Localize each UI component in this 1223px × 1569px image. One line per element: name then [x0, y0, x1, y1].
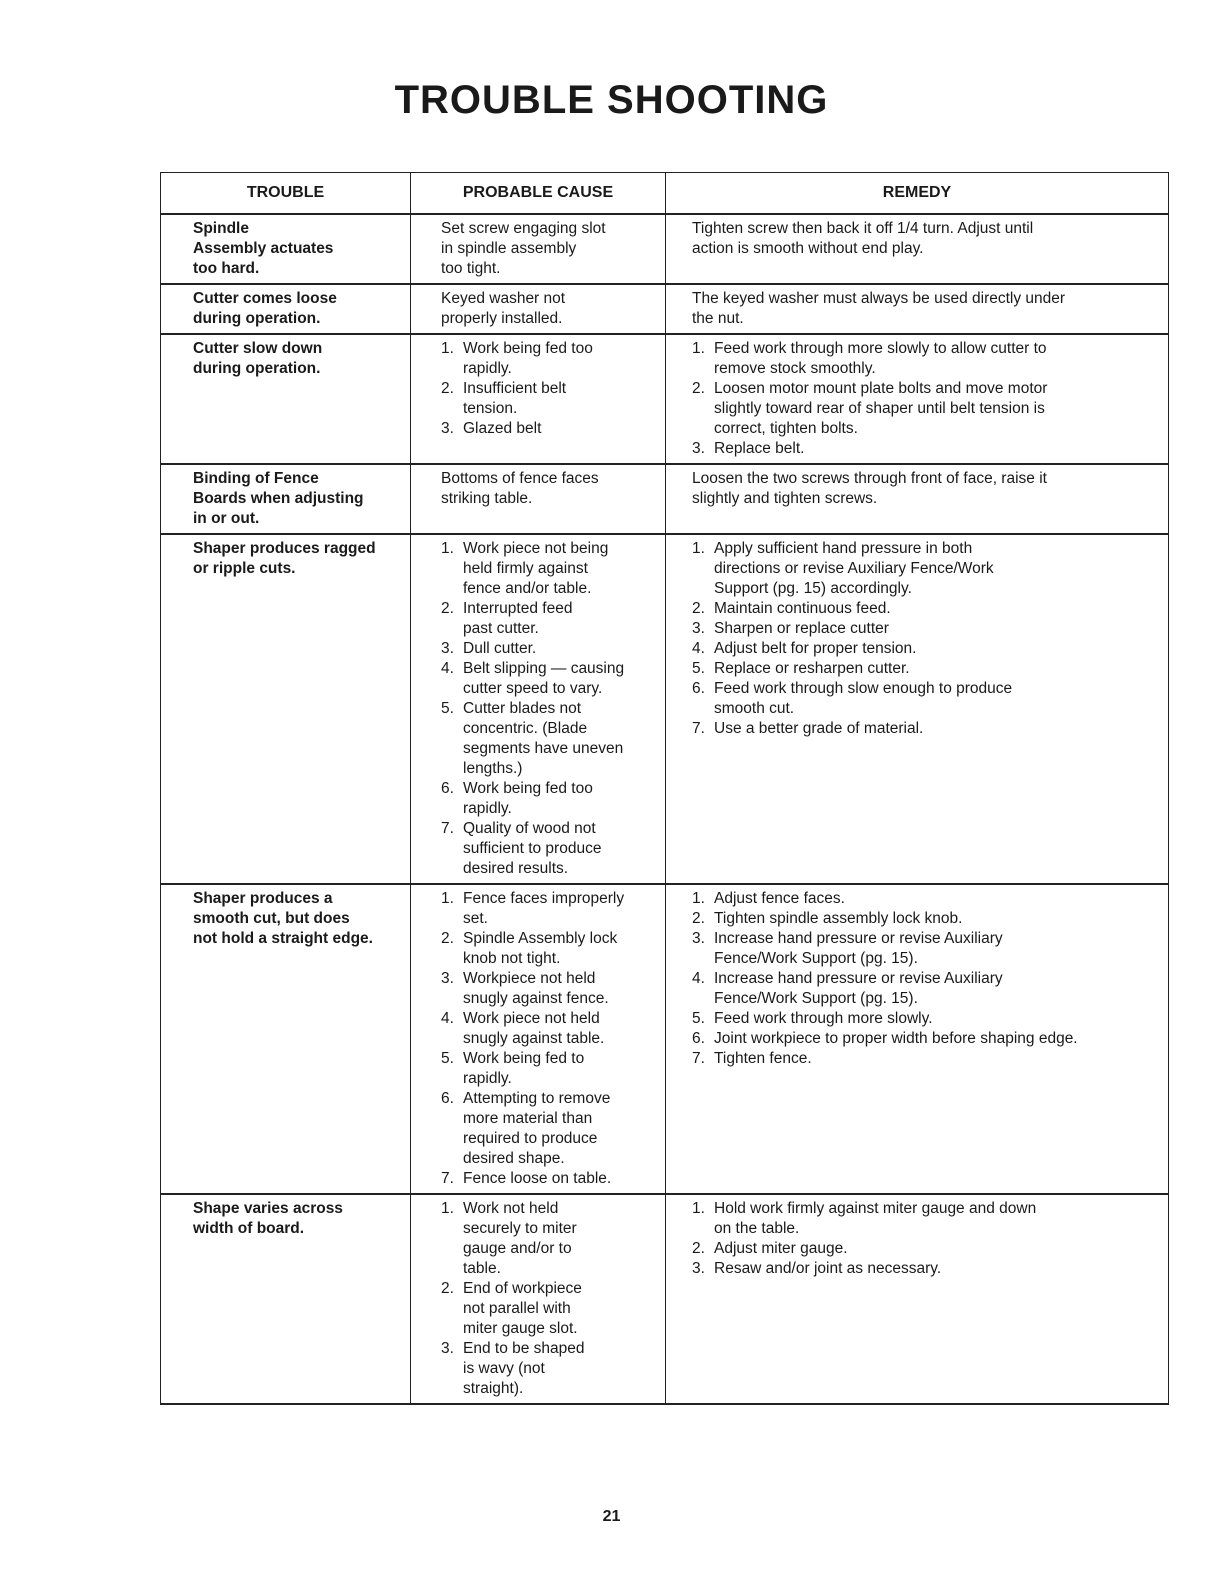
- list-item: [692, 679, 1158, 719]
- list-item-line: rapidly.: [463, 1070, 512, 1087]
- list-item: [441, 419, 655, 439]
- list-item-text: [714, 639, 1156, 659]
- list-item: [692, 719, 1158, 739]
- trouble-cell: [161, 464, 411, 534]
- list-item: [692, 439, 1158, 459]
- list-item-text: [714, 1199, 1156, 1239]
- cell-line: smooth cut, but does: [193, 910, 350, 927]
- numbered-list: [692, 539, 1158, 739]
- list-item-number: 2.: [692, 1240, 705, 1257]
- list-item-text: [463, 639, 653, 659]
- list-item-number: 7.: [441, 1170, 454, 1187]
- column-header-remedy: REMEDY: [666, 173, 1169, 215]
- cell-line: Boards when adjusting: [193, 490, 364, 507]
- probable-cause-cell: [411, 284, 666, 334]
- list-item-text: [463, 539, 653, 599]
- table-row: [161, 464, 1169, 534]
- probable-cause-cell: [411, 1194, 666, 1404]
- trouble-cell: [161, 284, 411, 334]
- list-item-number: 7.: [692, 720, 705, 737]
- list-item-line: not parallel with: [463, 1300, 571, 1317]
- list-item-line: Replace belt.: [714, 440, 805, 457]
- table-header-row: [161, 173, 1169, 215]
- table-row: [161, 1194, 1169, 1404]
- list-item-line: desired results.: [463, 860, 569, 877]
- list-item: [692, 1199, 1158, 1239]
- list-item-line: Work piece not held: [463, 1010, 600, 1027]
- list-item-line: Resaw and/or joint as necessary.: [714, 1260, 942, 1277]
- list-item-number: 3.: [692, 930, 705, 947]
- list-item-number: 1.: [441, 1200, 454, 1217]
- list-item-number: 3.: [441, 1340, 454, 1357]
- cell-line: too hard.: [193, 260, 260, 277]
- trouble-cell: [161, 1194, 411, 1404]
- list-item-line: is wavy (not: [463, 1360, 545, 1377]
- list-item-number: 5.: [441, 700, 454, 717]
- list-item-number: 2.: [441, 930, 454, 947]
- list-item: [692, 639, 1158, 659]
- list-item-line: securely to miter: [463, 1220, 577, 1237]
- list-item-line: End to be shaped: [463, 1340, 585, 1357]
- list-item-number: 6.: [441, 1090, 454, 1107]
- list-item: [692, 969, 1158, 1009]
- list-item-line: Hold work firmly against miter gauge and down: [714, 1200, 1037, 1217]
- list-item-line: End of workpiece: [463, 1280, 582, 1297]
- list-item-line: Spindle Assembly lock: [463, 930, 618, 947]
- table-row: [161, 884, 1169, 1194]
- list-item-line: Feed work through slow enough to produce: [714, 680, 1013, 697]
- list-item-text: [714, 1239, 1156, 1259]
- list-item-text: [714, 439, 1156, 459]
- list-item: [441, 1339, 655, 1399]
- list-item: [692, 1259, 1158, 1279]
- list-item-text: [714, 1029, 1156, 1049]
- list-item-line: Support (pg. 15) accordingly.: [714, 580, 912, 597]
- list-item-number: 5.: [692, 1010, 705, 1027]
- list-item-line: knob not tight.: [463, 950, 561, 967]
- list-item-number: 2.: [441, 1280, 454, 1297]
- list-item-line: Fence faces improperly: [463, 890, 625, 907]
- remedy-cell: [666, 284, 1169, 334]
- cell-line: slightly and tighten screws.: [692, 490, 878, 507]
- list-item: [692, 339, 1158, 379]
- table-row: [161, 534, 1169, 884]
- list-item: [441, 819, 655, 879]
- page-title: TROUBLE SHOOTING: [394, 78, 829, 122]
- list-item-number: 1.: [692, 340, 705, 357]
- list-item-line: Quality of wood not: [463, 820, 596, 837]
- remedy-cell: [666, 1194, 1169, 1404]
- probable-cause-cell: [411, 464, 666, 534]
- cell-line: in or out.: [193, 510, 260, 527]
- list-item-number: 3.: [692, 1260, 705, 1277]
- list-item-line: Loosen motor mount plate bolts and move motor: [714, 380, 1048, 397]
- cell-line: the nut.: [692, 310, 744, 327]
- list-item-line: past cutter.: [463, 620, 539, 637]
- list-item-number: 1.: [692, 1200, 705, 1217]
- remedy-cell: [666, 464, 1169, 534]
- list-item-number: 2.: [692, 600, 705, 617]
- list-item: [441, 929, 655, 969]
- list-item: [441, 1009, 655, 1049]
- list-item: [441, 1199, 655, 1279]
- list-item-text: [463, 779, 653, 819]
- list-item-line: Workpiece not held: [463, 970, 596, 987]
- list-item-text: [714, 679, 1156, 719]
- list-item-line: Fence loose on table.: [463, 1170, 612, 1187]
- list-item: [692, 1049, 1158, 1069]
- list-item-text: [714, 969, 1156, 1009]
- list-item: [441, 539, 655, 599]
- list-item-text: [463, 419, 653, 439]
- list-item-number: 6.: [441, 780, 454, 797]
- numbered-list: [441, 1199, 655, 1399]
- list-item-text: [463, 1049, 653, 1089]
- list-item-number: 7.: [692, 1050, 705, 1067]
- list-item: [692, 599, 1158, 619]
- list-item-line: Attempting to remove: [463, 1090, 611, 1107]
- list-item-line: slightly toward rear of shaper until belt tension is: [714, 400, 1045, 417]
- list-item-line: Belt slipping — causing: [463, 660, 625, 677]
- list-item-line: Glazed belt: [463, 420, 542, 437]
- list-item-text: [714, 909, 1156, 929]
- numbered-list: [692, 339, 1158, 459]
- trouble-cell: [161, 334, 411, 464]
- list-item-number: 2.: [692, 910, 705, 927]
- list-item-text: [463, 1199, 653, 1279]
- list-item-text: [463, 969, 653, 1009]
- trouble-cell: [161, 214, 411, 284]
- list-item-line: cutter speed to vary.: [463, 680, 603, 697]
- list-item-line: Dull cutter.: [463, 640, 537, 657]
- list-item-line: directions or revise Auxiliary Fence/Work: [714, 560, 994, 577]
- numbered-list: [692, 889, 1158, 1069]
- list-item: [441, 779, 655, 819]
- list-item-line: Joint workpiece to proper width before shaping edge.: [714, 1030, 1078, 1047]
- list-item: [441, 969, 655, 1009]
- list-item: [692, 929, 1158, 969]
- list-item-line: Increase hand pressure or revise Auxiliary: [714, 970, 1003, 987]
- list-item-line: concentric. (Blade: [463, 720, 588, 737]
- list-item-number: 7.: [441, 820, 454, 837]
- page-number: 21: [602, 1508, 621, 1525]
- trouble-cell: [161, 884, 411, 1194]
- list-item-text: [714, 619, 1156, 639]
- list-item-number: 4.: [441, 1010, 454, 1027]
- table-row: [161, 284, 1169, 334]
- cell-line: Loosen the two screws through front of face, raise it: [692, 470, 1047, 487]
- cell-line: Binding of Fence: [193, 470, 319, 487]
- list-item-line: Interrupted feed: [463, 600, 573, 617]
- cell-line: not hold a straight edge.: [193, 930, 373, 947]
- list-item-number: 3.: [692, 440, 705, 457]
- list-item-line: remove stock smoothly.: [714, 360, 876, 377]
- list-item-line: on the table.: [714, 1220, 800, 1237]
- list-item: [692, 1009, 1158, 1029]
- list-item-number: 3.: [441, 970, 454, 987]
- list-item-number: 4.: [692, 640, 705, 657]
- list-item-line: required to produce: [463, 1130, 598, 1147]
- list-item-line: Fence/Work Support (pg. 15).: [714, 950, 918, 967]
- remedy-cell: [666, 214, 1169, 284]
- list-item: [441, 599, 655, 639]
- list-item-line: Work piece not being: [463, 540, 609, 557]
- list-item-text: [463, 819, 653, 879]
- list-item-line: Adjust miter gauge.: [714, 1240, 848, 1257]
- list-item-text: [463, 659, 653, 699]
- numbered-list: [441, 889, 655, 1189]
- list-item-number: 5.: [441, 1050, 454, 1067]
- cell-line: Cutter slow down: [193, 340, 323, 357]
- cell-line: Assembly actuates: [193, 240, 334, 257]
- remedy-cell: [666, 884, 1169, 1194]
- list-item-line: rapidly.: [463, 800, 512, 817]
- list-item-text: [714, 539, 1156, 599]
- probable-cause-cell: [411, 214, 666, 284]
- cell-line: Shape varies across: [193, 1200, 343, 1217]
- list-item-text: [463, 699, 653, 779]
- list-item-text: [463, 1089, 653, 1169]
- cell-line: Shaper produces a: [193, 890, 333, 907]
- list-item-line: table.: [463, 1260, 501, 1277]
- list-item-number: 2.: [441, 600, 454, 617]
- cell-line: or ripple cuts.: [193, 560, 296, 577]
- list-item: [692, 1029, 1158, 1049]
- cell-line: properly installed.: [441, 310, 563, 327]
- list-item-number: 3.: [692, 620, 705, 637]
- list-item-line: snugly against fence.: [463, 990, 609, 1007]
- cell-line: Spindle: [193, 220, 249, 237]
- list-item-line: segments have uneven: [463, 740, 624, 757]
- list-item-text: [714, 339, 1156, 379]
- list-item-line: desired shape.: [463, 1150, 565, 1167]
- cell-line: width of board.: [193, 1220, 305, 1237]
- cell-line: striking table.: [441, 490, 533, 507]
- list-item: [441, 639, 655, 659]
- list-item: [692, 1239, 1158, 1259]
- list-item-line: smooth cut.: [714, 700, 795, 717]
- table-row: [161, 334, 1169, 464]
- list-item-line: lengths.): [463, 760, 523, 777]
- list-item-text: [714, 599, 1156, 619]
- list-item-line: Adjust fence faces.: [714, 890, 845, 907]
- list-item-line: Work being fed to: [463, 1050, 585, 1067]
- list-item-text: [463, 929, 653, 969]
- list-item-line: Work being fed too: [463, 780, 593, 797]
- list-item-text: [714, 379, 1156, 439]
- list-item-line: straight).: [463, 1380, 524, 1397]
- list-item-text: [463, 1169, 653, 1189]
- list-item: [441, 1049, 655, 1089]
- list-item-text: [714, 1009, 1156, 1029]
- list-item-text: [463, 1339, 653, 1399]
- list-item-text: [463, 1279, 653, 1339]
- remedy-cell: [666, 534, 1169, 884]
- cell-line: during operation.: [193, 360, 321, 377]
- list-item: [692, 659, 1158, 679]
- cell-line: Keyed washer not: [441, 290, 566, 307]
- list-item-number: 3.: [441, 640, 454, 657]
- trouble-cell: [161, 534, 411, 884]
- cell-line: Cutter comes loose: [193, 290, 337, 307]
- list-item-number: 1.: [441, 540, 454, 557]
- cell-line: too tight.: [441, 260, 501, 277]
- numbered-list: [441, 539, 655, 879]
- list-item-text: [714, 929, 1156, 969]
- list-item: [441, 339, 655, 379]
- list-item-number: 4.: [692, 970, 705, 987]
- cell-line: during operation.: [193, 310, 321, 327]
- list-item: [441, 699, 655, 779]
- cell-line: Bottoms of fence faces: [441, 470, 599, 487]
- list-item: [692, 909, 1158, 929]
- list-item-text: [463, 889, 653, 929]
- probable-cause-cell: [411, 884, 666, 1194]
- list-item-line: Replace or resharpen cutter.: [714, 660, 910, 677]
- list-item-line: Tighten spindle assembly lock knob.: [714, 910, 963, 927]
- list-item-line: Work being fed too: [463, 340, 593, 357]
- probable-cause-cell: [411, 334, 666, 464]
- table-body: [161, 214, 1169, 1404]
- list-item: [692, 619, 1158, 639]
- remedy-cell: [666, 334, 1169, 464]
- list-item-line: held firmly against: [463, 560, 588, 577]
- list-item-line: Insufficient belt: [463, 380, 567, 397]
- list-item-line: Tighten fence.: [714, 1050, 812, 1067]
- list-item-text: [463, 599, 653, 639]
- list-item-line: Increase hand pressure or revise Auxiliary: [714, 930, 1003, 947]
- list-item-number: 4.: [441, 660, 454, 677]
- troubleshooting-table: [160, 172, 1169, 1405]
- cell-line: in spindle assembly: [441, 240, 577, 257]
- list-item-line: Apply sufficient hand pressure in both: [714, 540, 973, 557]
- list-item: [441, 1169, 655, 1189]
- list-item-number: 6.: [692, 1030, 705, 1047]
- list-item-text: [463, 339, 653, 379]
- list-item-number: 1.: [441, 890, 454, 907]
- list-item-line: Feed work through more slowly.: [714, 1010, 933, 1027]
- list-item-number: 6.: [692, 680, 705, 697]
- list-item: [692, 539, 1158, 599]
- cell-line: Set screw engaging slot: [441, 220, 606, 237]
- list-item-line: Cutter blades not: [463, 700, 582, 717]
- list-item-text: [463, 379, 653, 419]
- list-item: [441, 659, 655, 699]
- list-item-text: [714, 1049, 1156, 1069]
- list-item-line: Fence/Work Support (pg. 15).: [714, 990, 918, 1007]
- cell-line: The keyed washer must always be used directly under: [692, 290, 1066, 307]
- list-item-number: 5.: [692, 660, 705, 677]
- list-item-line: tension.: [463, 400, 518, 417]
- cell-line: Tighten screw then back it off 1/4 turn. Adjust until: [692, 220, 1034, 237]
- list-item-line: Adjust belt for proper tension.: [714, 640, 917, 657]
- column-header-trouble: TROUBLE: [161, 173, 411, 215]
- list-item-line: snugly against table.: [463, 1030, 605, 1047]
- list-item: [441, 1279, 655, 1339]
- list-item-number: 1.: [692, 540, 705, 557]
- numbered-list: [692, 1199, 1158, 1279]
- list-item-line: miter gauge slot.: [463, 1320, 578, 1337]
- list-item-number: 1.: [441, 340, 454, 357]
- cell-line: Shaper produces ragged: [193, 540, 376, 557]
- list-item-number: 2.: [692, 380, 705, 397]
- list-item-text: [463, 1009, 653, 1049]
- list-item-line: Work not held: [463, 1200, 559, 1217]
- list-item: [441, 1089, 655, 1169]
- list-item-text: [714, 889, 1156, 909]
- list-item-line: sufficient to produce: [463, 840, 602, 857]
- list-item-number: 1.: [692, 890, 705, 907]
- list-item-line: Feed work through more slowly to allow cutter to: [714, 340, 1047, 357]
- list-item-line: gauge and/or to: [463, 1240, 572, 1257]
- list-item-line: Maintain continuous feed.: [714, 600, 891, 617]
- column-header-probable-cause: PROBABLE CAUSE: [411, 173, 666, 215]
- list-item: [441, 889, 655, 929]
- numbered-list: [441, 339, 655, 439]
- list-item: [692, 379, 1158, 439]
- list-item-number: 3.: [441, 420, 454, 437]
- list-item: [441, 379, 655, 419]
- list-item-line: fence and/or table.: [463, 580, 592, 597]
- list-item-line: set.: [463, 910, 488, 927]
- cell-line: action is smooth without end play.: [692, 240, 924, 257]
- list-item-text: [714, 659, 1156, 679]
- probable-cause-cell: [411, 534, 666, 884]
- list-item-line: Use a better grade of material.: [714, 720, 924, 737]
- list-item-line: more material than: [463, 1110, 593, 1127]
- list-item-text: [714, 719, 1156, 739]
- list-item-line: correct, tighten bolts.: [714, 420, 858, 437]
- list-item-text: [714, 1259, 1156, 1279]
- list-item-line: Sharpen or replace cutter: [714, 620, 889, 637]
- list-item: [692, 889, 1158, 909]
- list-item-line: rapidly.: [463, 360, 512, 377]
- list-item-number: 2.: [441, 380, 454, 397]
- table-row: [161, 214, 1169, 284]
